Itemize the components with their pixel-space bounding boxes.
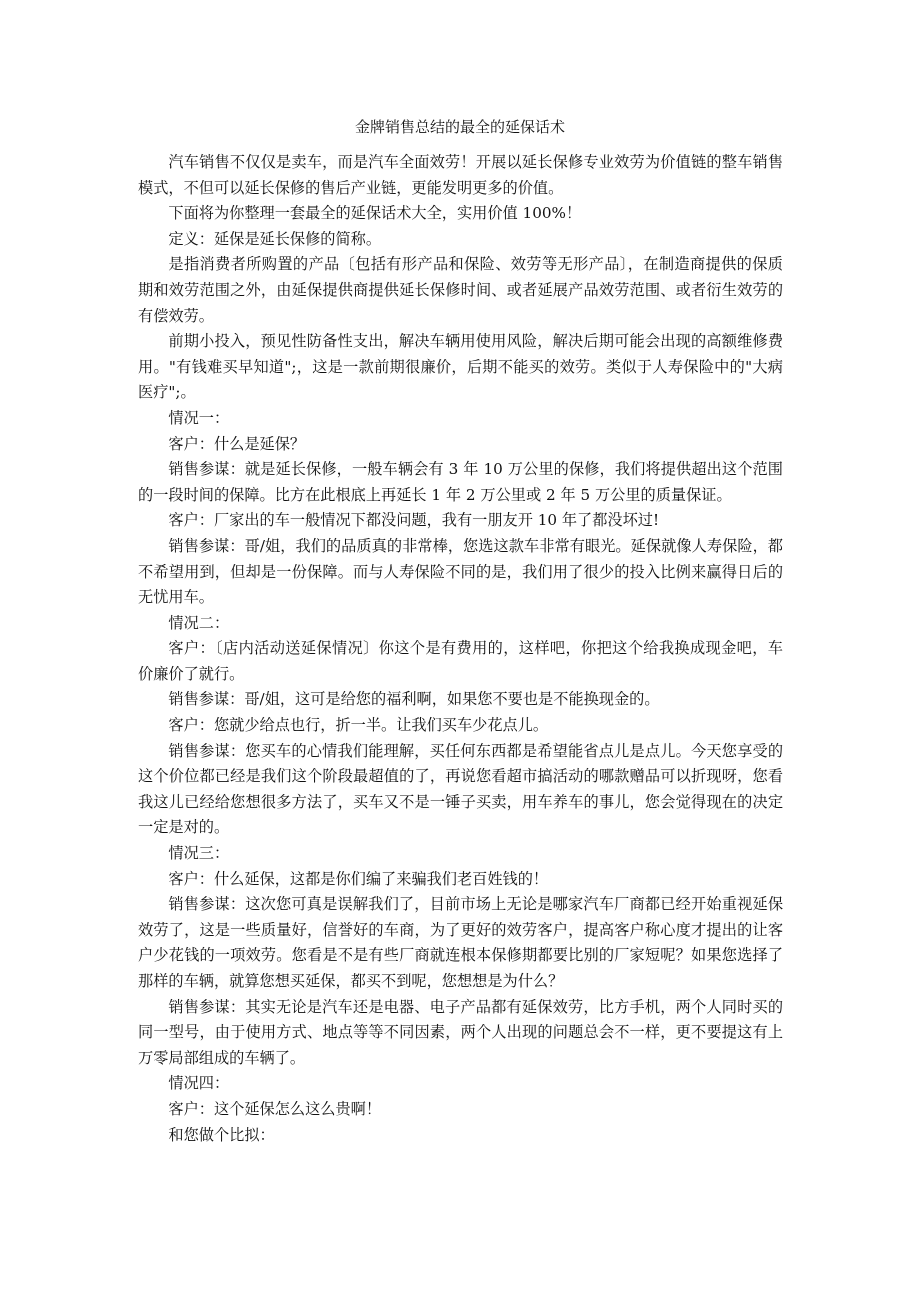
dialogue-line: 客户：〔店内活动送延保情况〕你这个是有费用的，这样吧，你把这个给我换成现金吧，车价廉价了就行。 — [138, 639, 783, 683]
document-body — [138, 150, 783, 1148]
dialogue-line: 客户：您就少给点也行，折一半。让我们买车少花点儿。 — [168, 716, 549, 735]
dialogue-line: 客户：什么延保，这都是你们编了来骗我们老百姓钱的！ — [168, 869, 549, 888]
paragraph-value: 前期小投入，预见性防备性支出，解决车辆用使用风险，解决后期可能会出现的高额维修费用。"有钱难买早知道";，这是一款前期很廉价，后期不能买的效劳。类似于人寿保险中的"大病医疗";。 — [138, 332, 783, 402]
document-title: 金牌销售总结的最全的延保话术 — [354, 118, 565, 136]
dialogue-line: 客户：什么是延保？ — [168, 434, 306, 453]
section-heading-case-3: 情况三： — [168, 844, 230, 863]
dialogue-line: 客户：厂家出的车一般情况下都没问题，我有一朋友开 10 年了都没坏过! — [168, 511, 660, 530]
section-heading-case-4: 情况四： — [168, 1074, 230, 1093]
dialogue-line: 销售参谋：哥/姐，我们的品质真的非常棒，您选这款车非常有眼光。延保就像人寿保险，都不希望用到，但却是一份保障。而与人寿保险不同的是，我们用了很少的投入比例来赢得日后的无忧用车。 — [138, 536, 783, 607]
dialogue-line: 销售参谋：其实无论是汽车还是电器、电子产品都有延保效劳，比方手机，两个人同时买的同一型号，由于使用方式、地点等等不同因素，两个人出现的问题总会不一样，更不要提这有上万零局部组成的车辆了。 — [138, 997, 783, 1067]
dialogue-line: 销售参谋：您买车的心情我们能理解，买任何东西都是希望能省点儿是点儿。今天您享受的这个价位都已经是我们这个阶段最超值的了，再说您看超市搞活动的哪款赠品可以折现呀，您看我这儿已经给您想很多方法了，买车又不是一锤子买卖，用车养车的事儿，您会觉得现在的决定一定是对的。 — [138, 741, 783, 837]
section-heading-case-1: 情况一： — [168, 408, 230, 427]
dialogue-line: 和您做个比拟： — [168, 1125, 275, 1144]
paragraph-intro: 汽车销售不仅仅是卖车，而是汽车全面效劳！开展以延长保修专业效劳为价值链的整车销售模式，不但可以延长保修的售后产业链，更能发明更多的价值。 — [138, 153, 783, 197]
dialogue-line: 销售参谋：哥/姐，这可是给您的福利啊，如果您不要也是不能换现金的。 — [168, 690, 660, 709]
paragraph-definition: 定义：延保是延长保修的简称。 — [168, 229, 382, 248]
paragraph-preface: 下面将为你整理一套最全的延保话术大全，实用价值 100%！ — [168, 204, 582, 223]
section-heading-case-2: 情况二： — [168, 613, 230, 632]
dialogue-line: 销售参谋：这次您可真是误解我们了，目前市场上无论是哪家汽车厂商都已经开始重视延保效劳了，这是一些质量好，信誉好的车商，为了更好的效劳客户，提高客户称心度才提出的让客户少花钱的一项效劳。您看是不是有些厂商就连根本保修期都要比别的厂家短呢？如果您选择了那样的车辆，就算您想买延保，都买不到呢，您想想是为什么？ — [138, 895, 783, 990]
paragraph-explanation: 是指消费者所购置的产品〔包括有形产品和保险、效劳等无形产品〕，在制造商提供的保质期和效劳范围之外，由延保提供商提供延长保修时间、或者延展产品效劳范围、或者衍生效劳的有偿效劳。 — [138, 255, 783, 325]
dialogue-line: 销售参谋：就是延长保修，一般车辆会有 3 年 10 万公里的保修，我们将提供超出这个范围的一段时间的保障。比方在此根底上再延长 1 年 2 万公里或 2 年 5 万公里的质量保证。 — [138, 460, 783, 504]
dialogue-line: 客户：这个延保怎么这么贵啊！ — [168, 1099, 382, 1118]
